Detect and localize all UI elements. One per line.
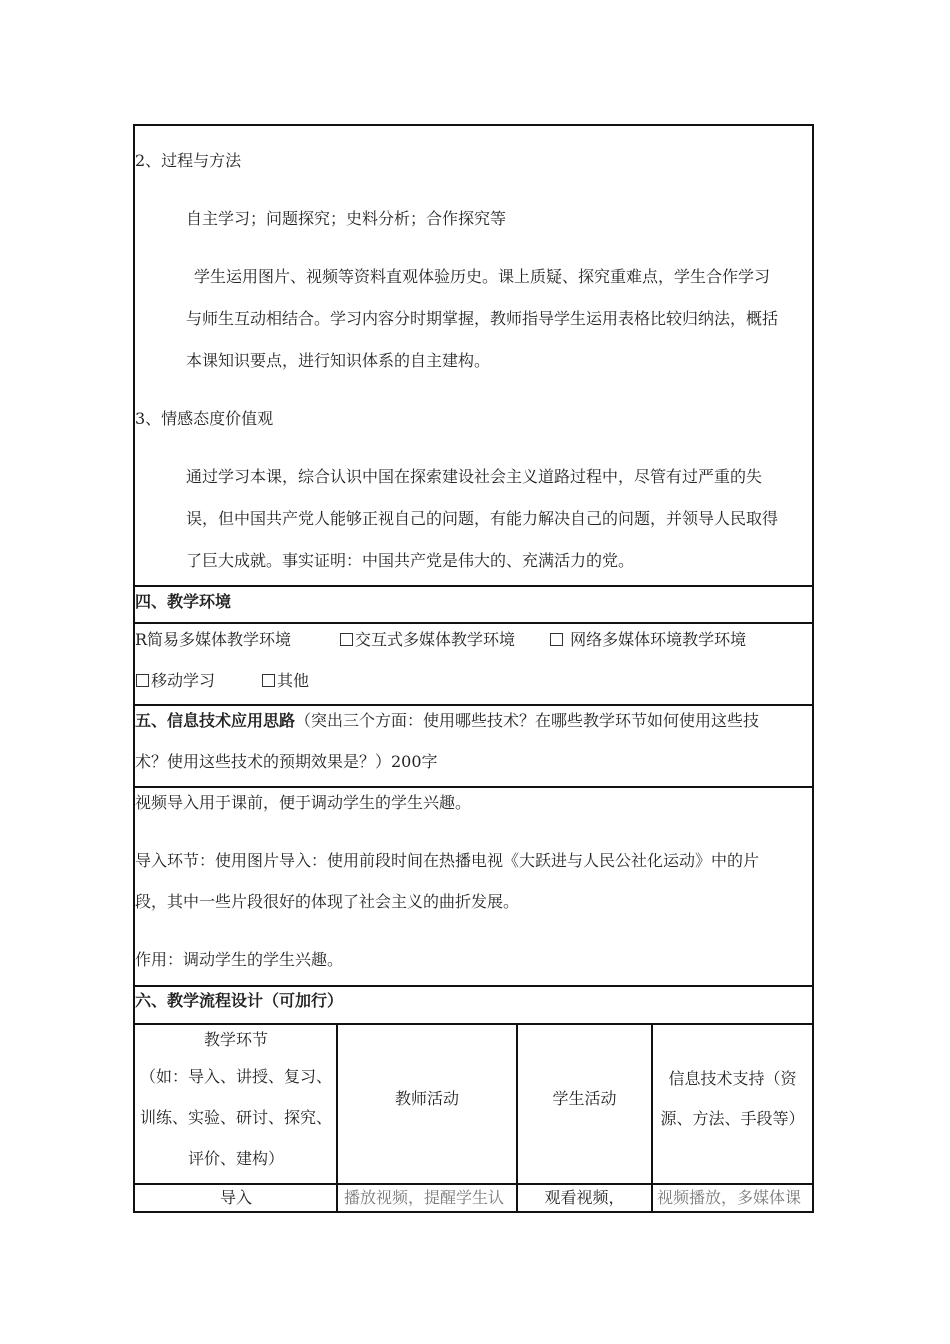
row-divider bbox=[133, 1023, 814, 1025]
environment-heading: 四、教学环境 bbox=[135, 592, 232, 611]
it-approach-text: 段，其中一些片段很好的体现了社会主义的曲折发展。 bbox=[135, 892, 520, 911]
row-divider bbox=[133, 786, 814, 788]
checkbox-mark: R bbox=[135, 630, 148, 649]
process-method-list: 自主学习；问题探究；史料分析；合作探究等 bbox=[186, 209, 507, 228]
col-header-stage: 评价、建构） bbox=[187, 1149, 284, 1168]
process-method-paragraph-line: 本课知识要点，进行知识体系的自主建构。 bbox=[186, 351, 491, 370]
col-header-it: 信息技术支持（资 bbox=[668, 1069, 797, 1088]
it-approach-heading: 五、信息技术应用思路（突出三个方面：使用哪些技术？在哪些教学环节如何使用这些技 bbox=[135, 711, 760, 730]
values-paragraph-line: 误，但中国共产党人能够正视自己的问题，有能力解决自己的问题，并领导人民取得 bbox=[186, 509, 779, 528]
environment-option[interactable]: R简易多媒体教学环境 bbox=[135, 630, 292, 649]
checkbox-icon bbox=[262, 674, 275, 687]
checkbox-icon bbox=[550, 633, 563, 646]
values-paragraph-line: 了巨大成就。事实证明：中国共产党是伟大的、充满活力的党。 bbox=[186, 551, 635, 570]
process-method-paragraph-line: 学生运用图片、视频等资料直观体验历史。课上质疑、探究重难点，学生合作学习 bbox=[194, 267, 771, 286]
process-method-paragraph-line: 与师生互动相结合。学习内容分时期掌握，教师指导学生运用表格比较归纳法，概括 bbox=[186, 309, 779, 328]
col-header-stage: （如：导入、讲授、复习、 bbox=[139, 1067, 332, 1086]
environment-option[interactable]: 移动学习 bbox=[136, 671, 215, 691]
it-approach-heading-line2: 术？使用这些技术的预期效果是？）200字 bbox=[135, 752, 438, 771]
col-header-teacher: 教师活动 bbox=[394, 1089, 459, 1108]
row-divider bbox=[133, 985, 814, 987]
values-paragraph-line: 通过学习本课，综合认识中国在探索建设社会主义道路过程中，尽管有过严重的失 bbox=[186, 467, 763, 486]
environment-option[interactable]: 网络多媒体环境教学环境 bbox=[550, 630, 746, 650]
row-divider bbox=[133, 622, 814, 624]
col-header-student: 学生活动 bbox=[552, 1089, 617, 1108]
process-method-heading: 2、过程与方法 bbox=[135, 151, 242, 170]
col-header-stage: 教学环节 bbox=[203, 1030, 268, 1049]
row-divider bbox=[133, 1183, 814, 1185]
it-approach-text: 作用：调动学生的学生兴趣。 bbox=[135, 950, 344, 969]
it-approach-text: 导入环节：使用图片导入：使用前段时间在热播电视《大跃进与人民公社化运动》中的片 bbox=[135, 851, 760, 870]
values-heading: 3、情感态度价值观 bbox=[135, 409, 274, 428]
flow-design-heading: 六、教学流程设计（可加行） bbox=[135, 991, 344, 1010]
row-divider bbox=[133, 704, 814, 706]
col-header-stage: 训练、实验、研讨、探究、 bbox=[139, 1108, 332, 1127]
cell-it-support: 视频播放，多媒体课 bbox=[657, 1188, 802, 1207]
checkbox-icon bbox=[136, 674, 149, 687]
col-divider bbox=[336, 1024, 338, 1212]
checkbox-icon bbox=[340, 633, 353, 646]
cell-stage: 导入 bbox=[219, 1188, 252, 1207]
cell-teacher-activity: 播放视频，提醒学生认 bbox=[344, 1188, 505, 1207]
cell-student-activity: 观看视频， bbox=[544, 1188, 625, 1207]
it-approach-text: 视频导入用于课前，便于调动学生的学生兴趣。 bbox=[135, 793, 472, 812]
col-divider bbox=[516, 1024, 518, 1212]
col-header-it: 源、方法、手段等） bbox=[660, 1109, 805, 1128]
environment-option[interactable]: 其他 bbox=[262, 671, 309, 691]
environment-option[interactable]: 交互式多媒体教学环境 bbox=[340, 630, 515, 650]
row-divider bbox=[133, 585, 814, 587]
